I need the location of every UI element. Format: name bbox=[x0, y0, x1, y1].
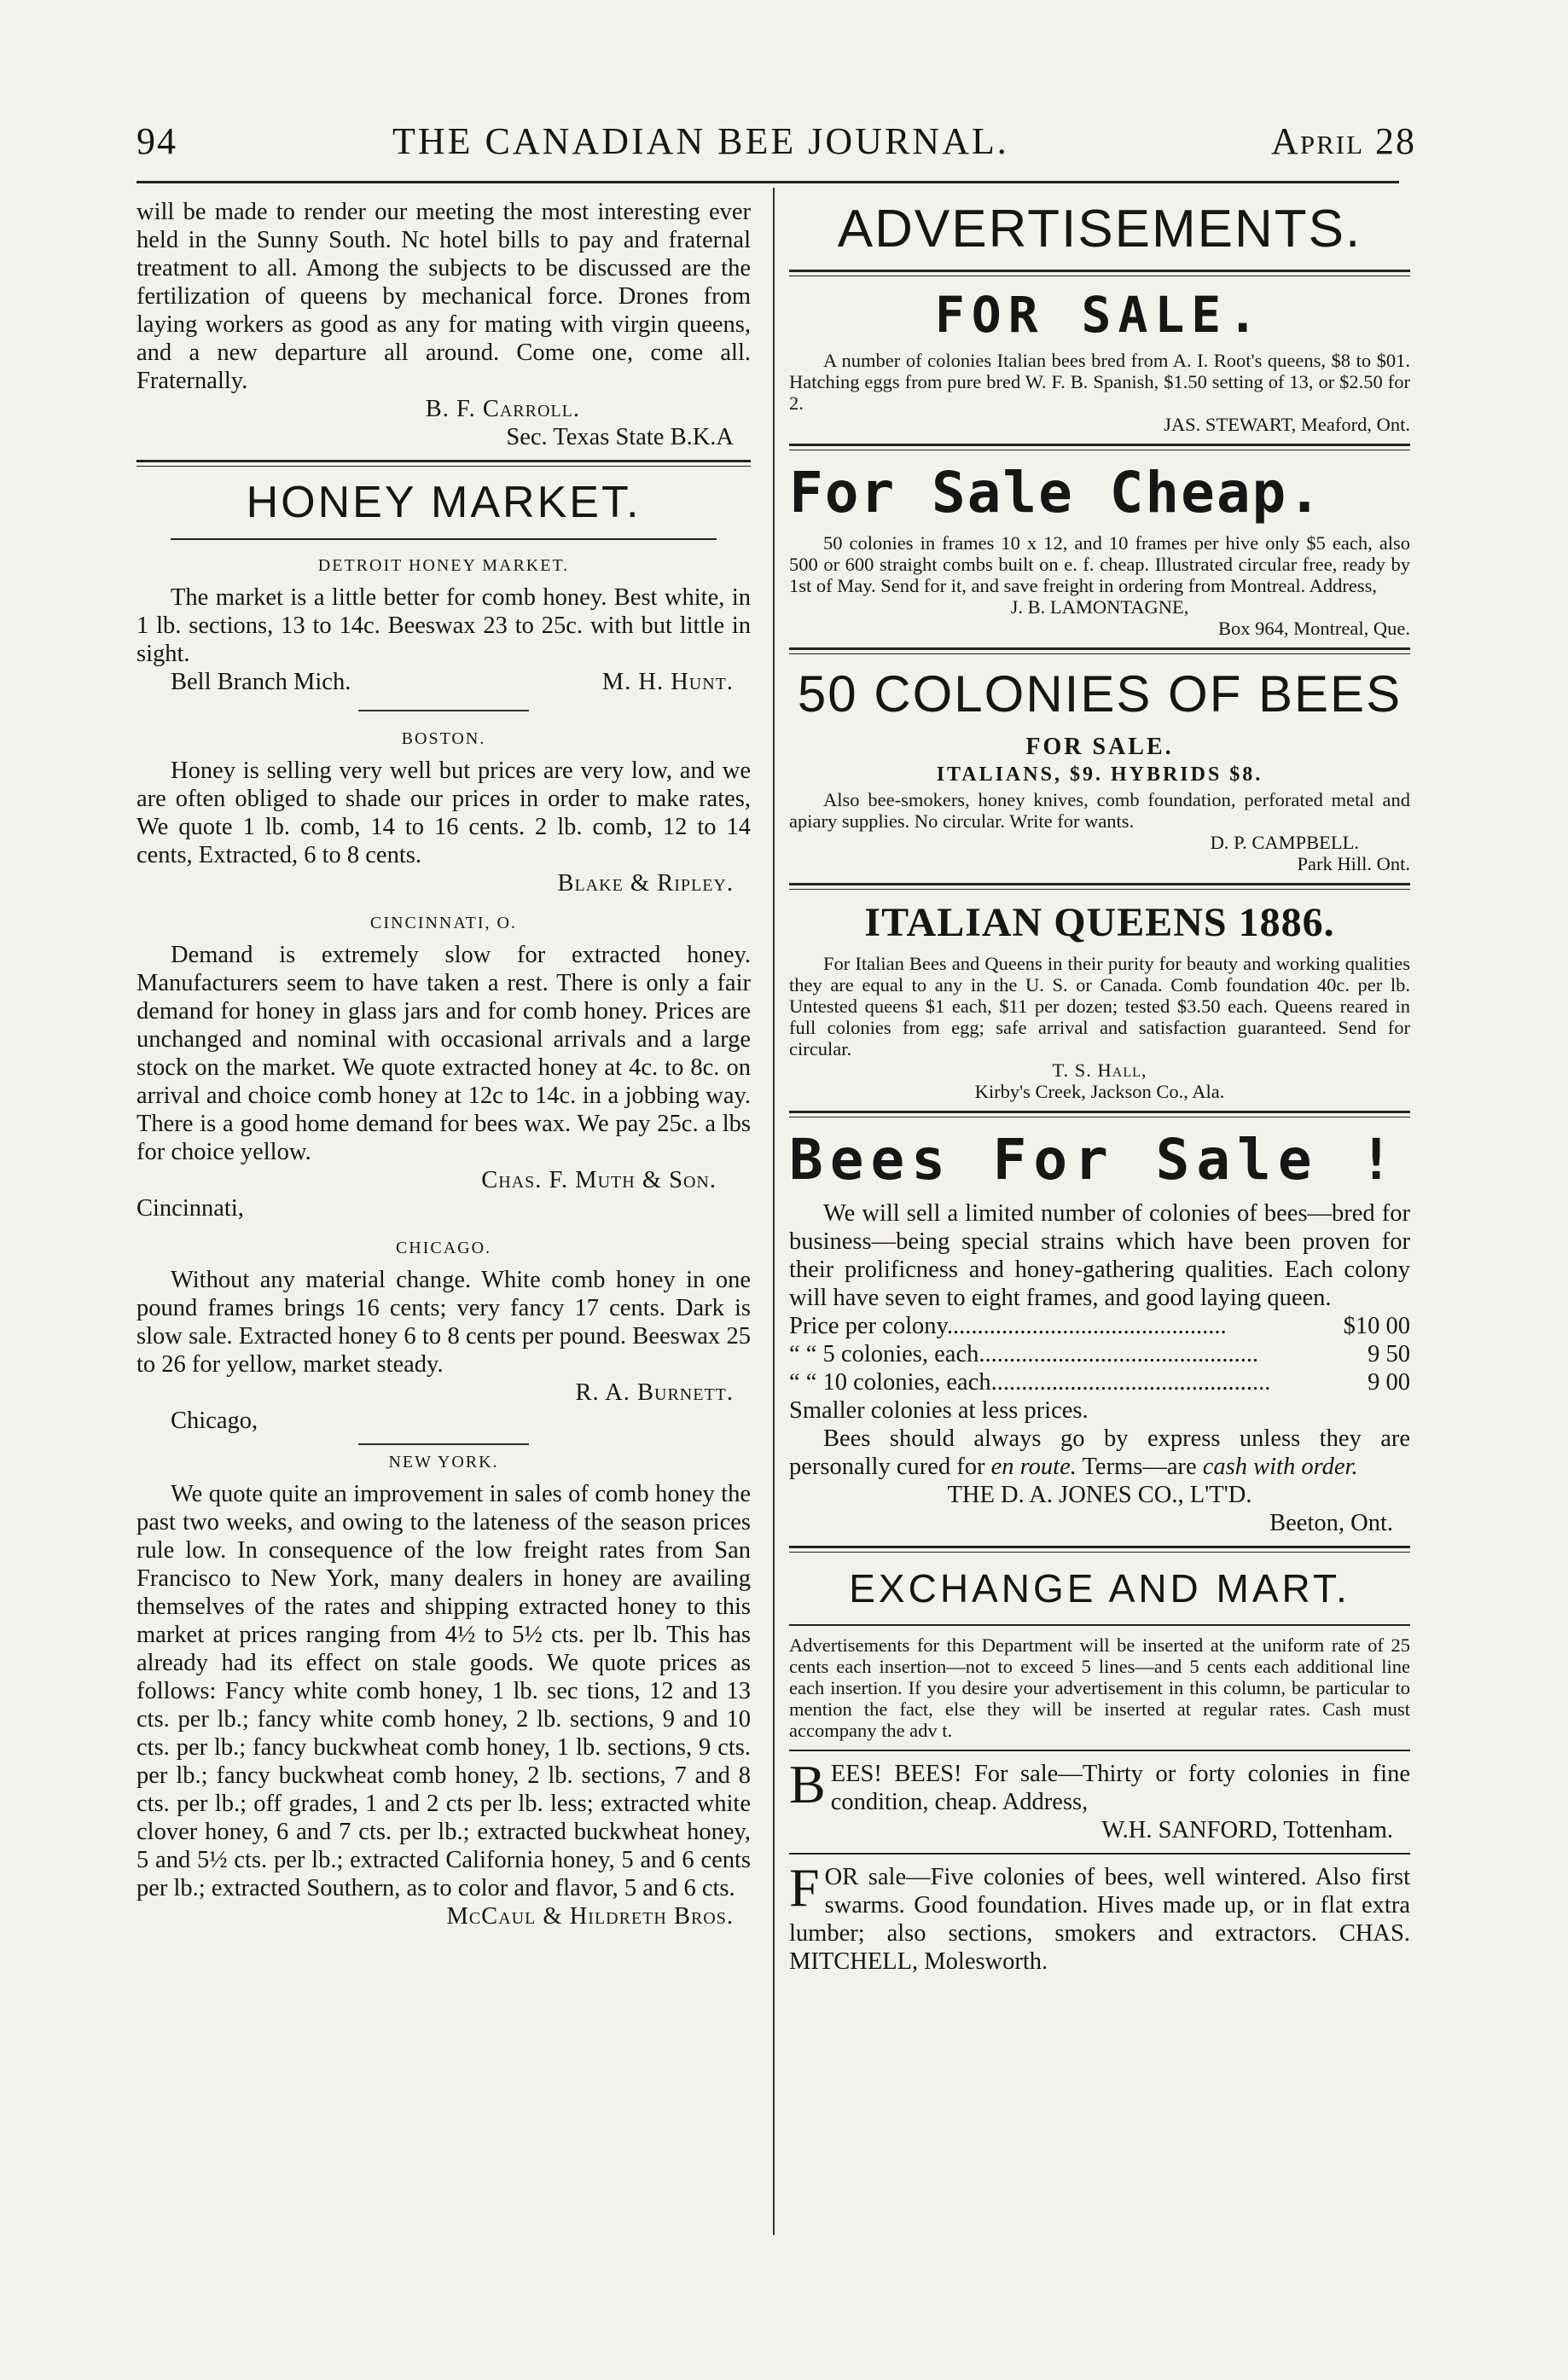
new-york-signature: McCaul & Hildreth Bros. bbox=[446, 1903, 734, 1930]
intro-signature: B. F. Carroll. bbox=[425, 396, 580, 422]
header-rule bbox=[136, 181, 1399, 183]
separator-rule bbox=[358, 1443, 529, 1445]
smaller-colonies-note: Smaller colonies at less prices. bbox=[789, 1397, 1089, 1424]
detroit-signature-line bbox=[136, 668, 751, 696]
intro-paragraph: will be made to render our meeting the most interesting ever held in the Sunny South. Nc hotel bills to pay and fraternal treatment to all. Among the subjects to be discussed are the fertilization of queens by mechanical force. Drones from laying workers as good as any for mating with virgin queens, and a new departure all around. Come one, come all. Fraternally. bbox=[136, 199, 751, 394]
detroit-report: The market is a little better for comb honey. Best white, in 1 lb. sections, 13 to 14c. Beeswax 23 to 25c. with but little in sight. bbox=[136, 584, 751, 667]
section-rule bbox=[171, 538, 717, 540]
section-rule bbox=[789, 1853, 1410, 1855]
chicago-place: Chicago, bbox=[171, 1408, 258, 1434]
ad-for-sale-cheap-signature: J. B. LAMONTAGNE, bbox=[1010, 596, 1189, 618]
price-list bbox=[789, 1312, 1410, 1396]
ad-colonies-prices: ITALIANS, $9. HYBRIDS $8. bbox=[936, 763, 1263, 786]
price-label: “ “ 10 colonies, each.............................................. bbox=[789, 1369, 1271, 1396]
boston-signature: Blake & Ripley. bbox=[557, 870, 734, 897]
price-value: 9 50 bbox=[1368, 1341, 1410, 1367]
page-number: 94 bbox=[136, 120, 177, 162]
honey-market-title: HONEY MARKET. bbox=[246, 478, 642, 527]
exchange-and-mart-title: EXCHANGE AND MART. bbox=[849, 1566, 1350, 1611]
section-rule bbox=[136, 460, 751, 467]
column-divider bbox=[773, 188, 775, 2235]
detroit-signature: M. H. Hunt. bbox=[601, 669, 734, 695]
ad-for-sale-cheap-address: Box 964, Montreal, Que. bbox=[1218, 618, 1410, 639]
section-rule bbox=[789, 883, 1410, 890]
price-label: Price per colony.............................................. bbox=[789, 1313, 1227, 1339]
chicago-report: Without any material change. White comb honey in one pound frames brings 16 cents; very fancy 17 cents. Dark is slow sale. Extracted honey 6 to 8 cents per pound. Beeswax 25 to 26 for yellow, market steady. bbox=[136, 1267, 751, 1378]
cincinnati-report: Demand is extremely slow for extracted honey. Manufacturers seem to have taken a rest. There is only a fair demand for honey in glass jars and for comb honey. Prices are unchanged and nominal with occasional arrivals and a large stock on the market. We quote extracted honey at 4c. to 8c. on arrival and choice comb honey at 12c to 14c. in a jobbing way. There is a good home demand for bees wax. We pay 25c. a lbs for choice yellow. bbox=[136, 942, 751, 1165]
classified-mitchell-body: OR sale—Five colonies of bees, well wintered. Also first swarms. Good foundation. Hives made up, or in flat extra lumber; also sections, smokers and extractors. CHAS. MITCHELL, Molesworth. bbox=[789, 1864, 1410, 1975]
ad-italian-queens-body: For Italian Bees and Queens in their purity for beauty and working qualities they are equal to any in the U. S. or Canada. Comb foundation 40c. per lb. Untested queens $1 each, $11 per dozen; tested $3.50 each. Queens reared in full colonies from egg; safe arrival and satisfaction guaranteed. Send for circular. bbox=[789, 953, 1410, 1059]
section-rule bbox=[789, 444, 1410, 450]
chicago-signature: R. A. Burnett. bbox=[575, 1379, 734, 1406]
classified-sanford-signature: W.H. SANFORD, Tottenham. bbox=[1101, 1817, 1393, 1843]
section-rule bbox=[789, 1111, 1410, 1117]
boston-report: Honey is selling very well but prices are very low, and we are often obliged to shade our prices in order to make rates, We quote 1 lb. comb, 14 to 16 cents. 2 lb. comb, 12 to 14 cents, Extracted, 6 to 8 cents. bbox=[136, 758, 751, 868]
ad-for-sale-title: FOR SALE. bbox=[934, 286, 1265, 344]
intro-signature-title: Sec. Texas State B.K.A bbox=[506, 424, 734, 450]
new-york-report: We quote quite an improvement in sales of comb honey the past two weeks, and owing to the lateness of the season prices rule low. In consequence of the low freight rates from San Francisco to New York, many dealers in honey are availing themselves of the rates and shipping extracted honey to this market at prices ranging from 4½ to 5½ cts. per lb. This has already had its effect on stale goods. We quote prices as follows: Fancy white comb honey, 1 lb. sec tions, 12 and 13 cts. per lb.; fancy white comb honey, 2 lb. sections, 9 and 10 cts. per lb.; fancy buckwheat comb honey, 1 lb. sections, 9 cts. per lb.; fancy buckwheat comb honey, 2 lb. sections, 7 and 8 cts. per lb.; off grades, 1 and 2 cts per lb. less; extracted white clover honey, 6 and 7 cts. per lb.; extracted buckwheat honey, 5 and 5½ cts. per lb.; extracted California honey, 5 and 6 cents per lb.; extracted Southern, as to color and flavor, 5 and 6 cts. bbox=[136, 1481, 751, 1901]
section-rule bbox=[789, 1750, 1410, 1751]
price-value: 9 00 bbox=[1368, 1369, 1410, 1396]
detroit-heading: DETROIT HONEY MARKET. bbox=[317, 556, 570, 575]
right-column bbox=[789, 198, 1410, 1976]
ad-bees-for-sale-address: Beeton, Ont. bbox=[1269, 1510, 1393, 1536]
detroit-place: Bell Branch Mich. bbox=[171, 669, 351, 695]
ad-bees-for-sale-body: We will sell a limited number of colonies of bees—bred for business—being special strains which have been proven for their prolificness and honey-gathering qualities. Each colony will have seven to eight frames, and good laying queen. bbox=[789, 1200, 1410, 1311]
ad-colonies-subtitle: FOR SALE. bbox=[1025, 734, 1174, 760]
price-label: “ “ 5 colonies, each.............................................. bbox=[789, 1341, 1259, 1367]
price-value: $10 00 bbox=[1343, 1313, 1410, 1339]
cincinnati-signature: Chas. F. Muth & Son. bbox=[481, 1167, 717, 1193]
section-rule bbox=[789, 647, 1410, 654]
ad-italian-queens-address: Kirby's Creek, Jackson Co., Ala. bbox=[974, 1081, 1225, 1102]
dropcap: F bbox=[789, 1863, 820, 1918]
dropcap: B bbox=[789, 1760, 826, 1814]
classified-sanford-body: EES! BEES! For sale—Thirty or forty colonies in fine condition, cheap. Address, bbox=[830, 1761, 1410, 1815]
page-header bbox=[136, 119, 1416, 167]
ad-for-sale-cheap-body: 50 colonies in frames 10 x 12, and 10 frames per hive only $5 each, also 500 or 600 straight combs built on e. f. cheap. Illustrated circular free, ready by 1st of May. Send for it, and save freight in ordering from Montreal. Address, bbox=[789, 532, 1410, 596]
ad-italian-queens-signature: T. S. Hall, bbox=[1052, 1059, 1147, 1081]
ad-colonies-body: Also bee-smokers, honey knives, comb foundation, perforated metal and apiary supplies. No circular. Write for wants. bbox=[789, 789, 1410, 832]
exchange-terms: Advertisements for this Department will be inserted at the uniform rate of 25 cents each insertion—not to exceed 5 lines—and 5 cents each additional line each insertion. If you desire your advertisement in this column, be particular to mention the fact, else they will be inserted at regular rates. Cash must accompany the adv t. bbox=[789, 1634, 1410, 1741]
boston-heading: BOSTON. bbox=[401, 729, 486, 748]
journal-title: THE CANADIAN BEE JOURNAL. bbox=[392, 120, 1009, 162]
issue-date: April 28 bbox=[1271, 120, 1416, 162]
section-rule bbox=[789, 1546, 1410, 1553]
ad-for-sale-cheap-title: For Sale Cheap. bbox=[789, 460, 1324, 525]
price-row bbox=[789, 1368, 1410, 1396]
price-row bbox=[789, 1340, 1410, 1368]
left-column bbox=[136, 198, 751, 1930]
section-rule bbox=[789, 270, 1410, 276]
ad-for-sale-body: A number of colonies Italian bees bred from A. I. Root's queens, $8 to $01. Hatching eggs from pure bred W. F. B. Spanish, $1.50 setting of 13, or $2.50 for 2. bbox=[789, 350, 1410, 414]
ad-italian-queens-title: ITALIAN QUEENS 1886. bbox=[864, 900, 1335, 945]
express-note: Bees should always go by express unless they are personally cured for en route. Terms—are cash with order. bbox=[789, 1425, 1410, 1480]
ad-colonies-signature: D. P. CAMPBELL. bbox=[1210, 832, 1359, 853]
new-york-heading: NEW YORK. bbox=[388, 1453, 499, 1472]
classified-sanford bbox=[789, 1760, 1410, 1844]
ad-bees-for-sale-title: Bees For Sale ! bbox=[789, 1127, 1401, 1193]
section-rule bbox=[789, 1624, 1410, 1626]
classified-mitchell bbox=[789, 1863, 1410, 1976]
ad-for-sale-signature: JAS. STEWART, Meaford, Ont. bbox=[1164, 414, 1410, 435]
separator-rule bbox=[358, 710, 529, 711]
ad-bees-for-sale-signature: THE D. A. JONES CO., L'T'D. bbox=[947, 1482, 1252, 1508]
cincinnati-place: Cincinnati, bbox=[136, 1195, 244, 1222]
ad-colonies-address: Park Hill. Ont. bbox=[1297, 853, 1410, 874]
cincinnati-heading: CINCINNATI, O. bbox=[370, 914, 517, 932]
price-row bbox=[789, 1312, 1410, 1340]
ad-colonies-title: 50 COLONIES OF BEES bbox=[797, 665, 1402, 723]
chicago-heading: CHICAGO. bbox=[395, 1239, 492, 1257]
advertisements-title: ADVERTISEMENTS. bbox=[837, 200, 1362, 258]
